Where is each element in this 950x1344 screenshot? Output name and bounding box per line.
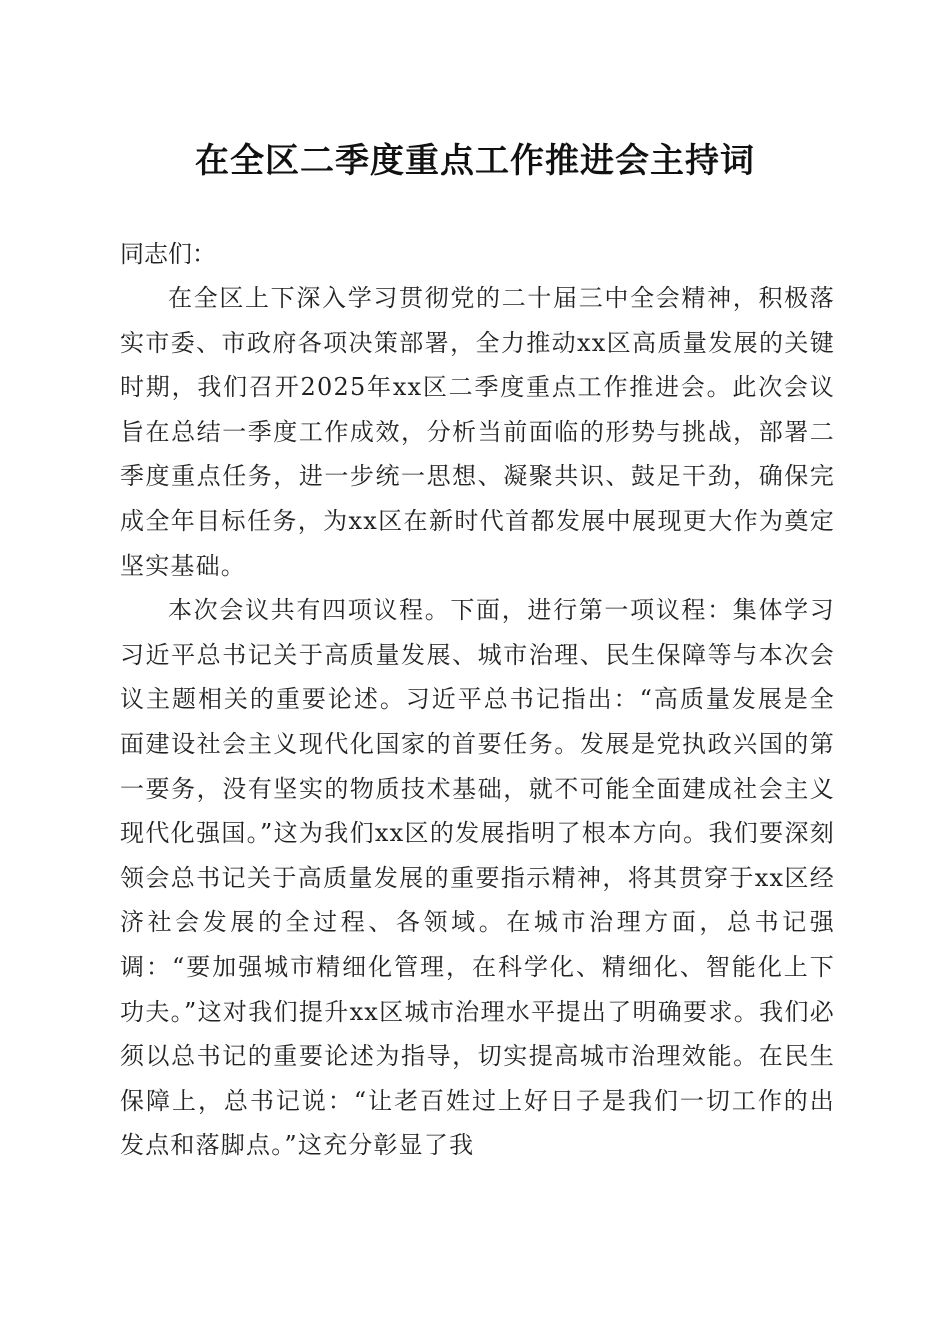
document-title: 在全区二季度重点工作推进会主持词 xyxy=(195,141,755,181)
salutation: 同志们： xyxy=(120,240,216,268)
paragraph-1: 在全区上下深入学习贯彻党的二十届三中全会精神，积极落实市委、市政府各项决策部署，全力推动xx区高质量发展的关键时期，我们召开2025年xx区二季度重点工作推进会。此次会议旨在总结一季度工作成效，分析当前面临的形势与挑战，部署二季度重点任务，进一步统一思想、凝聚共识、鼓足干劲，确保完成全年目标任务，为xx区在新时代首都发展中展现更大作为奠定坚实基础。 xyxy=(120,284,835,580)
document-body xyxy=(120,276,835,1168)
paragraph-2: 本次会议共有四项议程。下面，进行第一项议程：集体学习习近平总书记关于高质量发展、城市治理、民生保障等与本次会议主题相关的重要论述。习近平总书记指出：“高质量发展是全面建设社会主义现代化国家的首要任务。发展是党执政兴国的第一要务，没有坚实的物质技术基础，就不可能全面建成社会主义现代化强国。”这为我们xx区的发展指明了根本方向。我们要深刻领会总书记关于高质量发展的重要指示精神，将其贯穿于xx区经济社会发展的全过程、各领域。在城市治理方面，总书记强调：“要加强城市精细化管理，在科学化、精细化、智能化上下功夫。”这对我们提升xx区城市治理水平提出了明确要求。我们必须以总书记的重要论述为指导，切实提高城市治理效能。在民生保障上，总书记说：“让老百姓过上好日子是我们一切工作的出发点和落脚点。”这充分彰显了我 xyxy=(120,596,835,1160)
